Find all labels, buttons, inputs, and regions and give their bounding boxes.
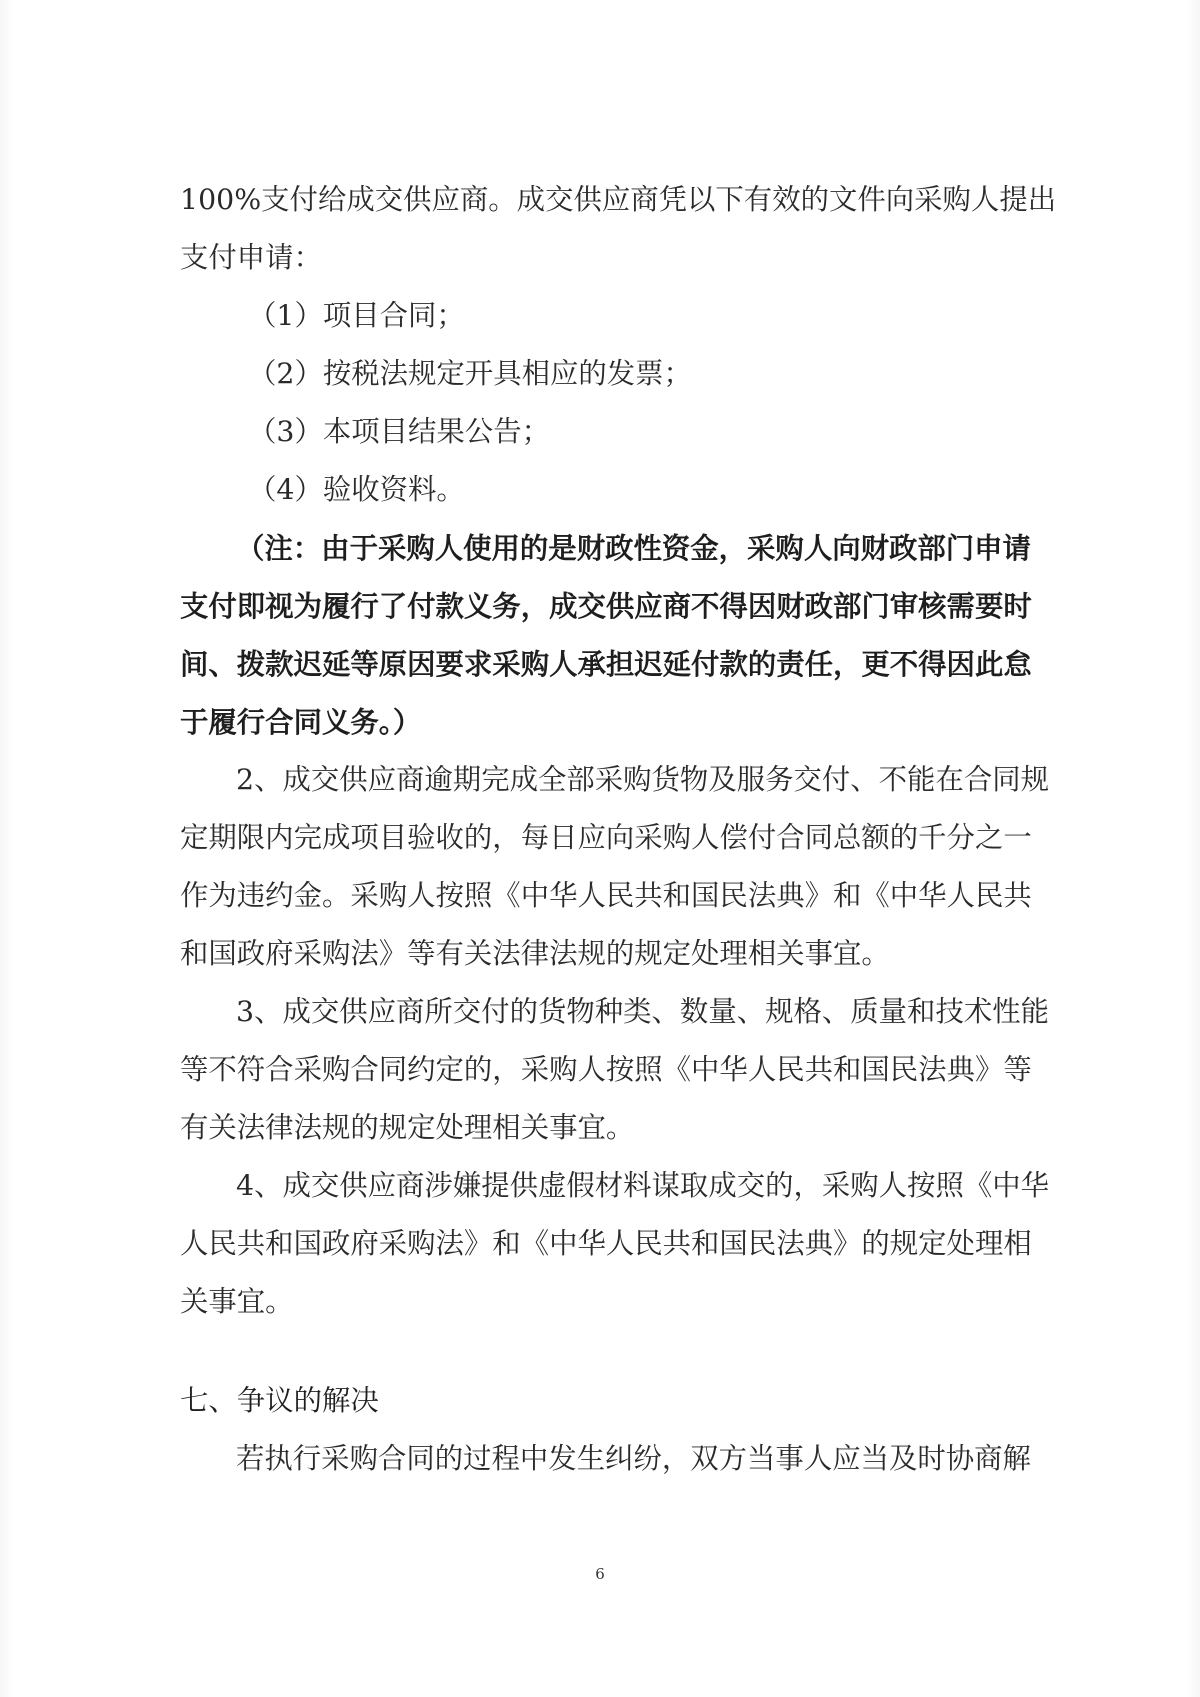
clause-4-line: 关事宜。 (180, 1285, 294, 1318)
note-line: 间、拨款迟延等原因要求采购人承担迟延付款的责任，更不得因此怠 (180, 647, 1032, 681)
clause-3-line: 有关法律法规的规定处理相关事宜。 (180, 1111, 635, 1144)
clause-2-line: 和国政府采购法》等有关法律法规的规定处理相关事宜。 (180, 937, 890, 970)
note-line: 支付即视为履行了付款义务，成交供应商不得因财政部门审核需要时 (180, 589, 1032, 623)
payment-item: （1）项目合同； (248, 299, 465, 332)
payment-item: （3）本项目结果公告； (248, 415, 550, 448)
payment-item: （4）验收资料。 (248, 473, 465, 506)
page-number: 6 (595, 1565, 605, 1583)
scan-edge-right (1186, 0, 1200, 1697)
payment-line: 支付申请： (180, 241, 322, 274)
clause-2-line: 2、成交供应商逾期完成全部采购货物及服务交付、不能在合同规 (236, 763, 1050, 796)
clause-3-line: 等不符合采购合同约定的，采购人按照《中华人民共和国民法典》等 (180, 1053, 1032, 1086)
section-7-line: 若执行采购合同的过程中发生纠纷，双方当事人应当及时协商解 (236, 1442, 1031, 1475)
scan-edge-left (0, 0, 14, 1697)
payment-line: 100%支付给成交供应商。成交供应商凭以下有效的文件向采购人提出 (180, 183, 1057, 216)
clause-2-line: 作为违约金。采购人按照《中华人民共和国民法典》和《中华人民共 (180, 879, 1032, 912)
clause-2-line: 定期限内完成项目验收的，每日应向采购人偿付合同总额的千分之一 (180, 821, 1032, 854)
section-7-heading: 七、争议的解决 (180, 1384, 379, 1417)
clause-4-line: 4、成交供应商涉嫌提供虚假材料谋取成交的，采购人按照《中华 (236, 1169, 1050, 1202)
note-line: （注：由于采购人使用的是财政性资金，采购人向财政部门申请 (236, 531, 1031, 565)
clause-4-line: 人民共和国政府采购法》和《中华人民共和国民法典》的规定处理相 (180, 1227, 1032, 1260)
payment-item: （2）按税法规定开具相应的发票； (248, 357, 692, 390)
note-line: 于履行合同义务。） (180, 705, 422, 739)
clause-3-line: 3、成交供应商所交付的货物种类、数量、规格、质量和技术性能 (236, 995, 1050, 1028)
